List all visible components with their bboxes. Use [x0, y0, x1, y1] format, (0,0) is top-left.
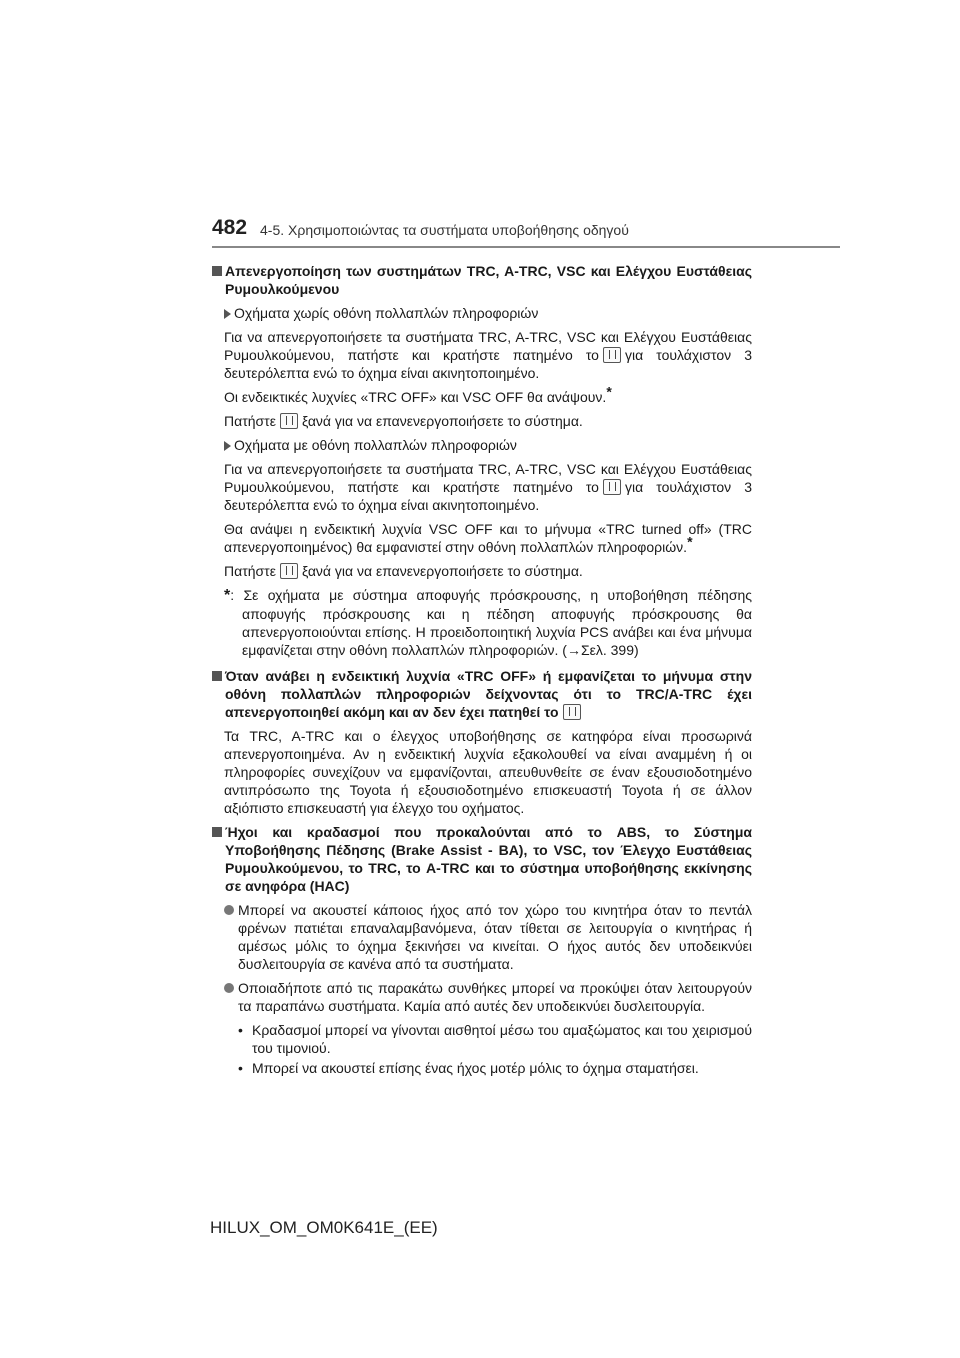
text: για τουλάχιστον 3 δευτερόλεπτα ενώ το όχημα είναι ακινητοποιημένο.	[224, 347, 752, 381]
text: Πατήστε	[224, 563, 276, 579]
vsc-off-switch-icon	[563, 704, 581, 720]
text: Για να απενεργοποιήσετε τα συστήματα TRC, A-TRC, VSC και Ελέγχου Ευστάθειας Ρυμουλκούμενου, πατήστε και κρατήστε πατημένο το	[224, 329, 752, 363]
vsc-off-switch-icon	[280, 413, 298, 429]
vsc-off-switch-icon	[603, 479, 621, 495]
heading-text: Όταν ανάβει η ενδεικτική λυχνία «TRC OFF» ή εμφανίζεται το μήνυμα στην οθόνη πολλαπλών πληροφοριών δείχνοντας ότι το TRC/A-TRC έχει απενεργοποιηθεί ακόμη και αν δεν έχει πατηθεί το	[225, 668, 752, 720]
section-heading-sounds: Ήχοι και κραδασμοί που προκαλούνται από το ABS, το Σύστημα Υποβοήθησης Πέδησης (Brake Assist - BA), το VSC, τον Έλεγχο Ευστάθειας Ρυμουλκούμενου, το TRC, το A-TRC και το σύστημα υποβοήθησης εκκίνησης σε ανηφόρα (HAC)	[212, 823, 752, 895]
text: Θα ανάψει η ενδεικτική λυχνία VSC OFF και το μήνυμα «TRC turned off» (TRC απενεργοποιημένος) θα εμφανιστεί στην οθόνη πολλαπλών πληροφοριών.	[224, 521, 752, 555]
paragraph	[224, 520, 752, 556]
text: Οι ενδεικτικές λυχνίες «TRC OFF» και VSC OFF θα ανάψουν.	[224, 389, 607, 405]
text: ξανά για να επανενεργοποιήσετε το σύστημα.	[301, 413, 583, 429]
paragraph	[224, 328, 752, 382]
text: ξανά για να επανενεργοποιήσετε το σύστημα.	[301, 563, 583, 579]
model-code: HILUX_OM_OM0K641E_(EE)	[210, 1218, 438, 1237]
triangle-icon	[224, 309, 231, 319]
list-item: • Μπορεί να ακουστεί επίσης ένας ήχος μοτέρ μόλις το όχημα σταματήσει.	[238, 1059, 752, 1077]
subheading-text: Οχήματα με οθόνη πολλαπλών πληροφοριών	[234, 437, 517, 453]
footnote-marker: *	[687, 533, 693, 550]
text: για τουλάχιστον 3 δευτερόλεπτα ενώ το όχημα είναι ακινητοποιημένο.	[224, 479, 752, 513]
bullet-item: Οποιαδήποτε από τις παρακάτω συνθήκες μπορεί να προκύψει όταν λειτουργούν τα παραπάνω συστήματα. Καμία από αυτές δεν υποδεικνύει δυσλειτουργία.	[224, 979, 752, 1015]
page-number: 482	[212, 216, 248, 239]
paragraph: Τα TRC, A-TRC και ο έλεγχος υποβοήθησης σε κατηφόρα είναι προσωρινά απενεργοποιημένα. Αν η ενδεικτική λυχνία εξακολουθεί να είναι αναμμένη ή οι πληροφορίες συνεχίζουν να εμφανίζονται, απευθυνθείτε σε έναν εξουσιοδοτημένο αντιπρόσωπο της Toyota ή εξουσιοδοτημένο επισκευαστή Toyota ή σε άλλον αξιόπιστο επισκευαστή για έλεγχο του οχήματος.	[224, 728, 752, 816]
paragraph	[224, 460, 752, 514]
subheading-no-display	[212, 304, 752, 322]
section-heading-disable: Απενεργοποίηση των συστημάτων TRC, A-TRC, VSC και Ελέγχου Ευστάθειας Ρυμουλκούμενου	[212, 262, 752, 298]
section-heading-trc-off	[212, 667, 752, 721]
chapter-title: 4-5. Χρησιμοποιώντας τα συστήματα υποβοήθησης οδηγού	[260, 222, 629, 238]
list-item: • Κραδασμοί μπορεί να γίνονται αισθητοί μέσω του αμαξώματος και του χειρισμού του τιμονιού.	[238, 1021, 752, 1057]
header-rule	[212, 246, 840, 248]
footnote-text: : Σε οχήματα με σύστημα αποφυγής πρόσκρουσης, η υποβοήθηση πέδησης αποφυγής πρόσκρουσης και η πέδηση αποφυγής πρόσκρουσης θα απενεργοποιούνται επίσης. Η προειδοποιητική λυχνία PCS ανάβει και ένα μήνυμα εμφανίζεται στην οθόνη πολλαπλών πληροφοριών. (→Σελ. 399)	[230, 587, 752, 658]
triangle-icon	[224, 441, 231, 451]
footnote-marker: *	[606, 383, 612, 400]
page-content	[212, 262, 752, 1079]
bullet-item: Μπορεί να ακουστεί κάποιος ήχος από τον χώρο του κινητήρα όταν το πεντάλ φρένων πατιέται επαναλαμβανόμενα, όταν τίθεται σε λειτουργία ο κινητήρας ή αμέσως μόλις το όχημα ξεκινήσει να κινείται. Ο ήχος αυτός δεν υποδεικνύει δυσλειτουργία σε κανένα από τα συστήματα.	[224, 901, 752, 973]
vsc-off-switch-icon	[603, 347, 621, 363]
text: Πατήστε	[224, 413, 276, 429]
text: Για να απενεργοποιήσετε τα συστήματα TRC, A-TRC, VSC και Ελέγχου Ευστάθειας Ρυμουλκούμενου, πατήστε και κρατήστε πατημένο το	[224, 461, 752, 495]
subheading-text: Οχήματα χωρίς οθόνη πολλαπλών πληροφοριών	[234, 305, 539, 321]
footnote-star: *	[224, 587, 231, 604]
vsc-off-switch-icon	[280, 563, 298, 579]
paragraph	[224, 383, 752, 406]
paragraph	[224, 412, 752, 430]
footnote	[224, 586, 752, 659]
subheading-with-display	[212, 436, 752, 454]
paragraph	[224, 562, 752, 580]
